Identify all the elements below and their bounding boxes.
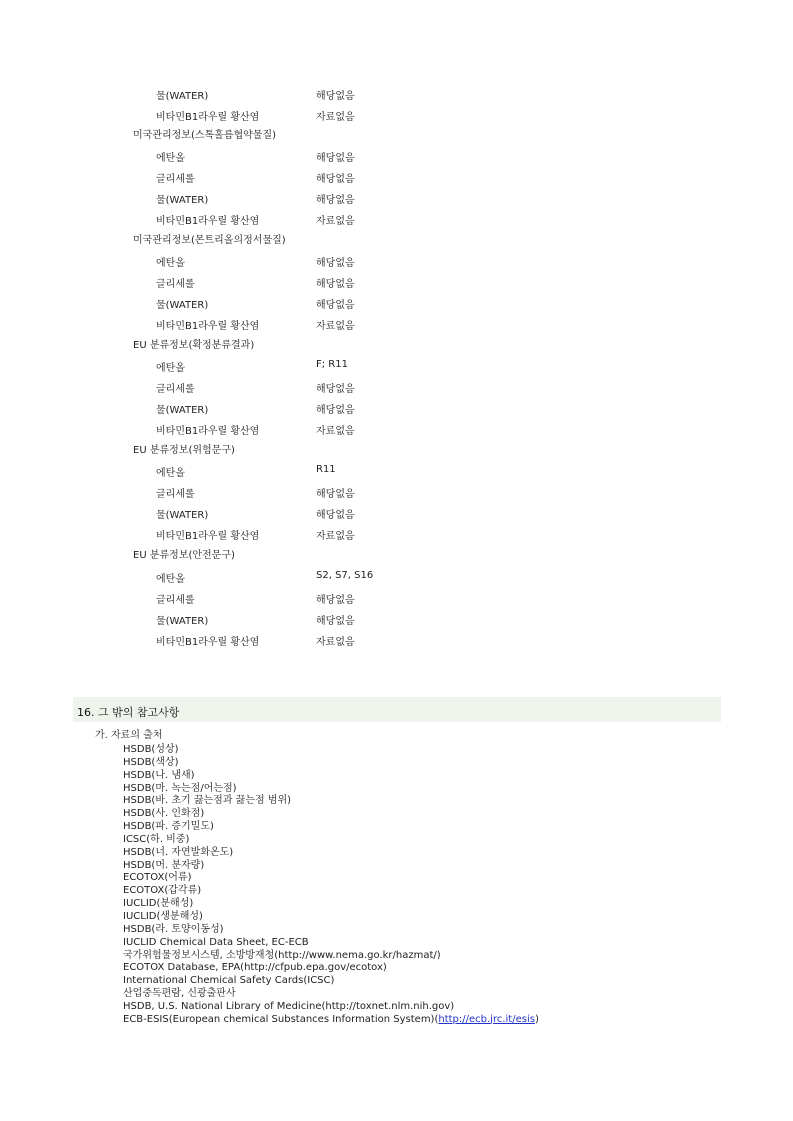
table-row <box>0 108 793 122</box>
substance-name: 글리세롤 <box>156 174 195 185</box>
source-item: HSDB(색상) <box>123 756 179 768</box>
substance-name: 에탄올 <box>156 153 185 164</box>
substance-name: 물(WATER) <box>156 300 209 311</box>
group-header: 미국관리정보(스톡홀름협약물질) <box>133 130 277 141</box>
group-header: 미국관리정보(몬트리올의정서물질) <box>133 235 286 246</box>
table-row <box>0 191 793 205</box>
source-suffix: ) <box>534 1013 539 1025</box>
substance-status: 해당없음 <box>316 258 355 269</box>
substance-status: 해당없음 <box>316 510 355 521</box>
substance-status: 해당없음 <box>316 195 355 206</box>
source-item: HSDB(머. 분자량) <box>123 859 205 871</box>
table-row <box>0 212 793 226</box>
table-row <box>0 149 793 163</box>
substance-status: F; R11 <box>316 359 348 370</box>
source-item: 산업중독편람, 신광출판사 <box>123 988 236 1000</box>
source-item: HSDB(바. 초기 끓는점과 끓는점 범위) <box>123 795 292 807</box>
source-item: ECOTOX(어류) <box>123 872 192 884</box>
table-row <box>0 612 793 626</box>
source-item: IUCLID(분해성) <box>123 898 194 910</box>
table-row <box>0 464 793 478</box>
table-row <box>0 591 793 605</box>
source-item: HSDB(파. 증기밀도) <box>123 821 214 833</box>
table-row <box>0 380 793 394</box>
substance-name: 에탄올 <box>156 363 185 374</box>
substance-name: 비타민B1라우릴 황산염 <box>156 637 260 648</box>
substance-name: 에탄올 <box>156 574 185 585</box>
table-row <box>0 422 793 436</box>
substance-name: 비타민B1라우릴 황산염 <box>156 531 260 542</box>
substance-status: 해당없음 <box>316 153 355 164</box>
source-prefix: ECB-ESIS(European chemical Substances Information System)( <box>123 1013 439 1025</box>
substance-status: 해당없음 <box>316 279 355 290</box>
substance-name: 비타민B1라우릴 황산염 <box>156 216 260 227</box>
substance-name: 에탄올 <box>156 258 185 269</box>
substance-status: 해당없음 <box>316 616 355 627</box>
source-item: HSDB, U.S. National Library of Medicine(http://toxnet.nlm.nih.gov) <box>123 1000 455 1012</box>
substance-status: 해당없음 <box>316 489 355 500</box>
table-row <box>0 401 793 415</box>
source-list <box>123 744 539 1027</box>
table-row <box>0 317 793 331</box>
source-item: International Chemical Safety Cards(ICSC) <box>123 975 335 987</box>
source-item: HSDB(너. 자연발화온도) <box>123 846 234 858</box>
source-item: ECOTOX Database, EPA(http://cfpub.epa.gov/ecotox) <box>123 962 387 974</box>
esis-link[interactable]: http://ecb.jrc.it/esis <box>438 1013 535 1025</box>
group-header: EU 분류정보(확정분류결과) <box>133 340 255 351</box>
section-header <box>73 697 721 722</box>
source-item: HSDB(라. 토양이동성) <box>123 923 224 935</box>
substance-status: 자료없음 <box>316 321 355 332</box>
subsection-title: 가. 자료의 출처 <box>95 730 163 741</box>
source-item: IUCLID(생분해성) <box>123 910 203 922</box>
substance-status: 자료없음 <box>316 637 355 648</box>
substance-status: 해당없음 <box>316 91 355 102</box>
substance-status: 해당없음 <box>316 384 355 395</box>
source-item: ECOTOX(갑각류) <box>123 885 202 897</box>
source-item-esis <box>123 1014 539 1027</box>
substance-name: 물(WATER) <box>156 616 209 627</box>
source-item: HSDB(사. 인화점) <box>123 808 205 820</box>
substance-name: 비타민B1라우릴 황산염 <box>156 426 260 437</box>
source-item: ICSC(하. 비중) <box>123 833 190 845</box>
table-row <box>0 87 793 101</box>
source-item: HSDB(나. 냄새) <box>123 769 195 781</box>
table-row <box>0 254 793 268</box>
substance-status: 해당없음 <box>316 595 355 606</box>
substance-status: 자료없음 <box>316 426 355 437</box>
substance-status: 해당없음 <box>316 300 355 311</box>
table-row <box>0 527 793 541</box>
table-row <box>0 570 793 584</box>
substance-name: 물(WATER) <box>156 510 209 521</box>
substance-status: 자료없음 <box>316 216 355 227</box>
substance-status: R11 <box>316 464 336 475</box>
table-row <box>0 633 793 647</box>
substance-status: 자료없음 <box>316 531 355 542</box>
substance-status: 자료없음 <box>316 112 355 123</box>
substance-status: S2, S7, S16 <box>316 570 374 581</box>
table-row <box>0 296 793 310</box>
source-item: HSDB(성상) <box>123 744 179 755</box>
substance-name: 글리세롤 <box>156 279 195 290</box>
substance-name: 물(WATER) <box>156 91 209 102</box>
source-item: 국가위험물정보시스템, 소방방재청(http://www.nema.go.kr/hazmat/) <box>123 949 441 961</box>
substance-name: 글리세롤 <box>156 595 195 606</box>
substance-status: 해당없음 <box>316 405 355 416</box>
substance-name: 비타민B1라우릴 황산염 <box>156 321 260 332</box>
section-title: 16. 그 밖의 참고사항 <box>77 706 180 719</box>
table-row <box>0 275 793 289</box>
table-row <box>0 506 793 520</box>
group-header: EU 분류정보(안전문구) <box>133 550 235 561</box>
table-row <box>0 485 793 499</box>
substance-name: 에탄올 <box>156 468 185 479</box>
substance-name: 물(WATER) <box>156 405 209 416</box>
substance-name: 비타민B1라우릴 황산염 <box>156 112 260 123</box>
group-header: EU 분류정보(위험문구) <box>133 445 235 456</box>
table-row <box>0 170 793 184</box>
source-item: HSDB(마. 녹는점/어는점) <box>123 782 237 794</box>
substance-name: 글리세롤 <box>156 489 195 500</box>
substance-name: 물(WATER) <box>156 195 209 206</box>
source-item: IUCLID Chemical Data Sheet, EC-ECB <box>123 936 309 948</box>
substance-name: 글리세롤 <box>156 384 195 395</box>
table-row <box>0 359 793 373</box>
substance-status: 해당없음 <box>316 174 355 185</box>
